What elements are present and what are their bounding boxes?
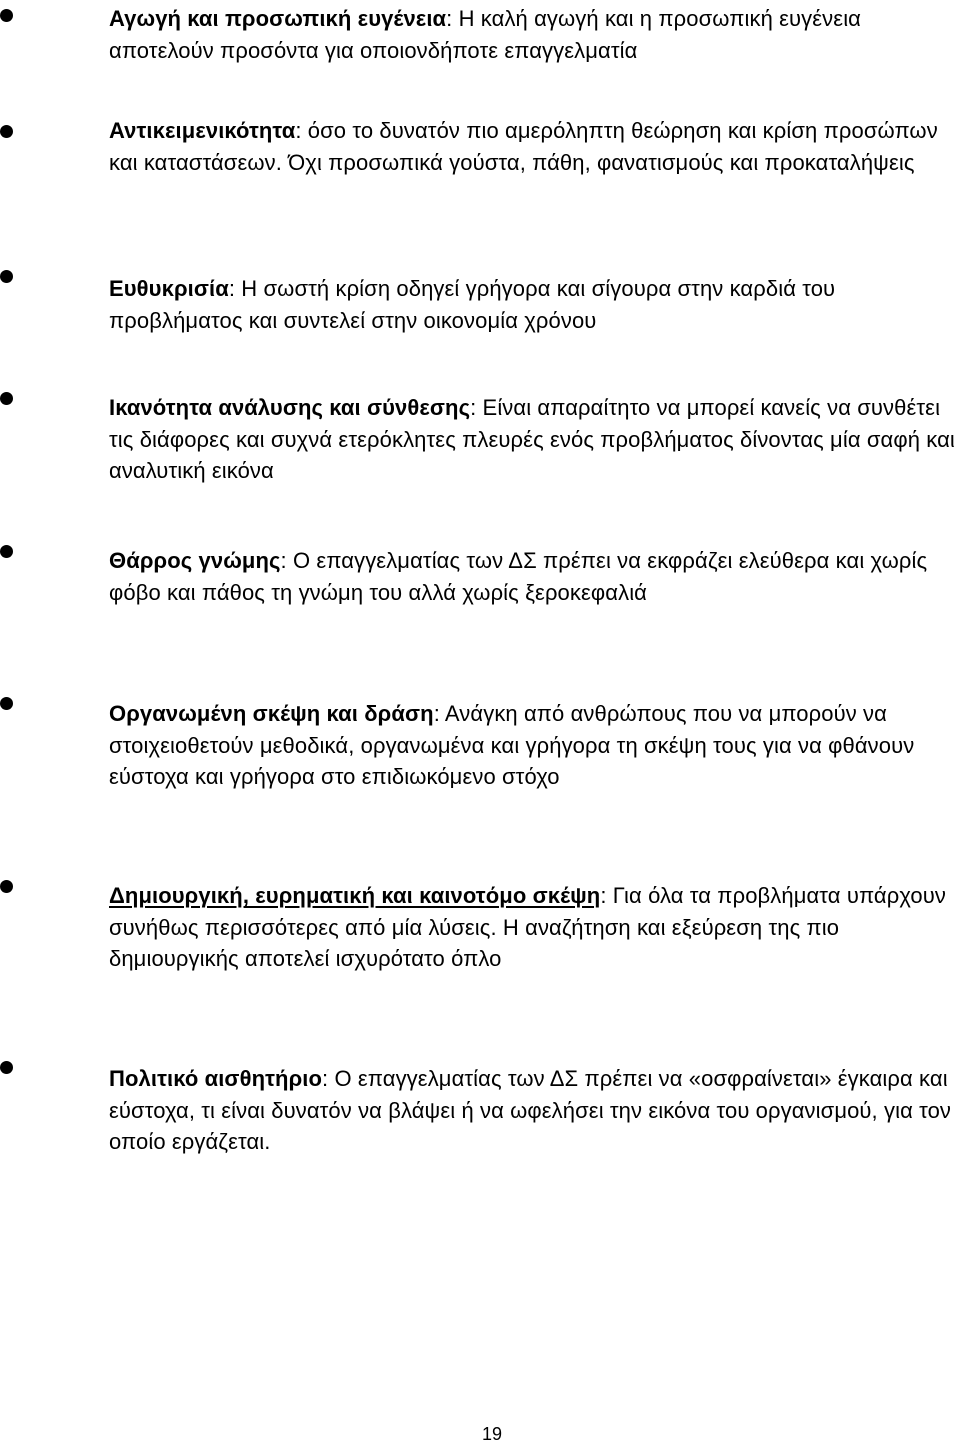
list-item-text	[109, 698, 955, 793]
list-item-term: Πολιτικό αισθητήριο	[109, 1066, 323, 1091]
list-item-separator: :	[433, 701, 445, 726]
list-item-description: Είναι απαραίτητο να μπορεί κανείς να συνθέτει τις διάφορες και συχνά ετερόκλητες πλευρές ενός προβλήματος δίνοντας μία σαφή και αναλυτική εικόνα	[109, 395, 955, 483]
list-item-term: Δημιουργική, ευρηματική και καινοτόμο σκέψη	[109, 883, 601, 908]
list-item-term: Ικανότητα ανάλυσης και σύνθεσης	[109, 395, 471, 420]
list-item-term: Ευθυκρισία	[109, 276, 229, 301]
list-item-text	[109, 1063, 955, 1158]
bullet-icon	[0, 125, 13, 138]
list-item-separator: :	[470, 395, 483, 420]
list-item-separator: :	[446, 6, 459, 31]
list-item-description: Ανάγκη από ανθρώπους που να μπορούν να στοιχειοθετούν μεθοδικά, οργανωμένα και γρήγορα τη σκέψη τους για να φθάνουν εύστοχα και γρήγορα στο επιδιωκόμενο στόχο	[109, 701, 915, 789]
list-item-separator: :	[228, 276, 242, 301]
list-item-description: Ο επαγγελματίας των ΔΣ πρέπει να «οσφραίνεται» έγκαιρα και εύστοχα, τι είναι δυνατόν να βλάψει ή να ωφελήσει την εικόνα του οργανισμού, για τον οποίο εργάζεται.	[109, 1066, 952, 1154]
list-item-separator: :	[322, 1066, 335, 1091]
page-number	[0, 1423, 960, 1445]
list-item-text	[109, 273, 955, 336]
list-item-separator: :	[295, 118, 308, 143]
list-item-description: Η σωστή κρίση οδηγεί γρήγορα και σίγουρα στην καρδιά του προβλήματος και συντελεί στην οικονομία χρόνου	[109, 276, 836, 333]
list-item-text	[109, 545, 955, 608]
list-item-term: Αντικειμενικότητα	[109, 118, 296, 143]
bullet-icon	[0, 1061, 13, 1074]
list-item-term: Θάρρος γνώμης	[109, 548, 281, 573]
list-item-term: Αγωγή και προσωπική ευγένεια	[109, 6, 447, 31]
bullet-icon	[0, 545, 13, 558]
list-item-description: Για όλα τα προβλήματα υπάρχουν συνήθως περισσότερες από μία λύσεις. Η αναζήτηση και εξεύρεση της πιο δημιουργικής αποτελεί ισχυρότατο όπλο	[109, 883, 946, 971]
list-item-text	[109, 115, 955, 178]
list-item-term: Οργανωμένη σκέψη και δράση	[109, 701, 434, 726]
page-number-label: 19	[481, 1424, 503, 1444]
bullet-icon	[0, 270, 13, 283]
list-item-description: Η καλή αγωγή και η προσωπική ευγένεια αποτελούν προσόντα για οποιονδήποτε επαγγελματία	[109, 6, 861, 63]
bullet-icon	[0, 697, 13, 710]
list-item-description: Ο επαγγελματίας των ΔΣ πρέπει να εκφράζει ελεύθερα και χωρίς φόβο και πάθος τη γνώμη του αλλά χωρίς ξεροκεφαλιά	[109, 548, 928, 605]
list-item-text	[109, 392, 955, 487]
list-item-separator: :	[600, 883, 613, 908]
bullet-icon	[0, 880, 13, 893]
bullet-icon	[0, 392, 13, 405]
list-item-description: όσο το δυνατόν πιο αμερόληπτη θεώρηση και κρίση προσώπων και καταστάσεων. Όχι προσωπικά γούστα, πάθη, φανατισμούς και προκαταλήψεις	[109, 118, 938, 175]
list-item-text	[109, 3, 955, 66]
bullet-icon	[0, 9, 13, 22]
list-item-separator: :	[280, 548, 293, 573]
list-item-text	[109, 880, 955, 975]
